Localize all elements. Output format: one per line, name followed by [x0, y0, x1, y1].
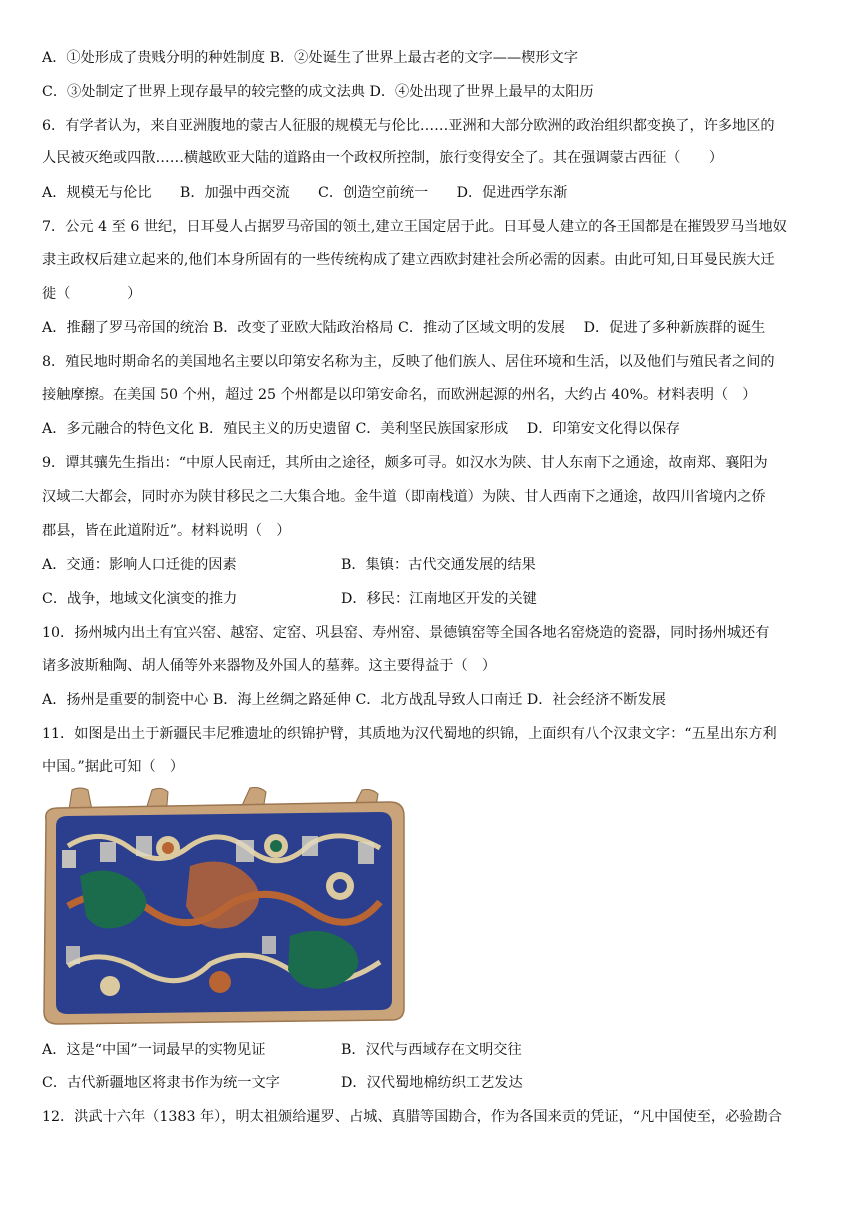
q11-option-c: C．古代新疆地区将隶书作为统一文字: [42, 1075, 280, 1091]
q9-option-c: C．战争，地域文化演变的推力: [42, 591, 238, 607]
q6-stem-line-1: 6．有学者认为，来自亚洲腹地的蒙古人征服的规模无与伦比……亚洲和大部分欧洲的政治组织都变换了，许多地区的: [42, 118, 775, 134]
q5-option-line-cd: C．③处制定了世界上现存最早的较完整的成文法典 D．④处出现了世界上最早的太阳历: [42, 84, 594, 100]
q8-stem-line-1: 8．殖民地时期命名的美国地名主要以印第安名称为主，反映了他们族人、居住环境和生活，以及他们与殖民者之间的: [42, 354, 775, 370]
q11-option-d: D．汉代蜀地棉纺织工艺发达: [341, 1075, 523, 1091]
q9-option-a: A．交通：影响人口迁徙的因素: [42, 557, 237, 573]
q8-stem-line-2: 接触摩擦。在美国 50 个州，超过 25 个州都是以印第安命名，而欧洲起源的州名，大约占 40%。材料表明（ ）: [42, 387, 757, 403]
q10-stem-line-1: 10．扬州城内出土有宜兴窑、越窑、定窑、巩县窑、寿州窑、景德镇窑等全国各地名窑烧造的瓷器，同时扬州城还有: [42, 625, 770, 641]
q9-options-row-2: [42, 589, 822, 609]
q7-options: A．推翻了罗马帝国的统治 B．改变了亚欧大陆政治格局 C．推动了区域文明的发展 D．促进了多种新族群的诞生: [42, 320, 766, 336]
q9-options-row-1: [42, 555, 822, 575]
q6-options: A．规模无与伦比 B．加强中西交流 C．创造空前统一 D．促进西学东渐: [42, 185, 568, 201]
q9-option-b: B．集镇：古代交通发展的结果: [341, 557, 536, 573]
q9-stem-line-2: 汉域二大都会，同时亦为陕甘移民之二大集合地。金牛道（即南栈道）为陕、甘人西南下之通途，故四川省境内之侨: [42, 489, 766, 505]
q11-option-b: B．汉代与西域存在文明交往: [341, 1042, 522, 1058]
q10-stem-line-2: 诸多波斯釉陶、胡人俑等外来器物及外国人的墓葬。这主要得益于（ ）: [42, 658, 497, 674]
q10-options: A．扬州是重要的制瓷中心 B．海上丝绸之路延伸 C．北方战乱导致人口南迁 D．社会经济不断发展: [42, 692, 666, 708]
q12-stem-line-1: 12．洪武十六年（1383 年），明太祖颁给暹罗、占城、真腊等国勘合，作为各国来贡的凭证，“凡中国使至，必验勘合: [42, 1109, 782, 1125]
q11-options-row-2: [42, 1073, 822, 1093]
q7-stem-line-2: 隶主政权后建立起来的,他们本身所固有的一些传统构成了建立西欧封建社会所必需的因素。由此可知,日耳曼民族大迁: [42, 252, 775, 268]
brocade-armguard-image: [40, 786, 406, 1028]
q9-stem-line-3: 郡县，皆在此道附近”。材料说明（ ）: [42, 523, 291, 539]
q11-options-row-1: [42, 1040, 822, 1060]
q6-stem-line-2: 人民被灭绝或四散……横越欧亚大陆的道路由一个政权所控制，旅行变得安全了。其在强调蒙古西征（ ）: [42, 150, 724, 166]
q11-stem-line-1: 11．如图是出土于新疆民丰尼雅遗址的织锦护臂，其质地为汉代蜀地的织锦，上面织有八个汉隶文字：“五星出东方利: [42, 726, 777, 742]
q5-option-line-ab: A．①处形成了贵贱分明的种姓制度 B．②处诞生了世界上最古老的文字——楔形文字: [42, 50, 578, 66]
q7-stem-line-1: 7．公元 4 至 6 世纪，日耳曼人占据罗马帝国的领土,建立王国定居于此。日耳曼人建立的各王国都是在摧毁罗马当地奴: [42, 219, 787, 235]
q8-options: A．多元融合的特色文化 B．殖民主义的历史遗留 C．美利坚民族国家形成 D．印第安文化得以保存: [42, 421, 681, 437]
q7-stem-line-3: 徙（ ）: [42, 286, 142, 302]
q9-stem-line-1: 9．谭其骧先生指出：“中原人民南迁，其所由之途径，颇多可寻。如汉水为陕、甘人东南下之通途，故南郑、襄阳为: [42, 455, 768, 471]
q11-stem-line-2: 中国。”据此可知（ ）: [42, 759, 185, 775]
q9-option-d: D．移民：江南地区开发的关键: [341, 591, 537, 607]
q11-option-a: A．这是“中国”一词最早的实物见证: [42, 1042, 266, 1058]
